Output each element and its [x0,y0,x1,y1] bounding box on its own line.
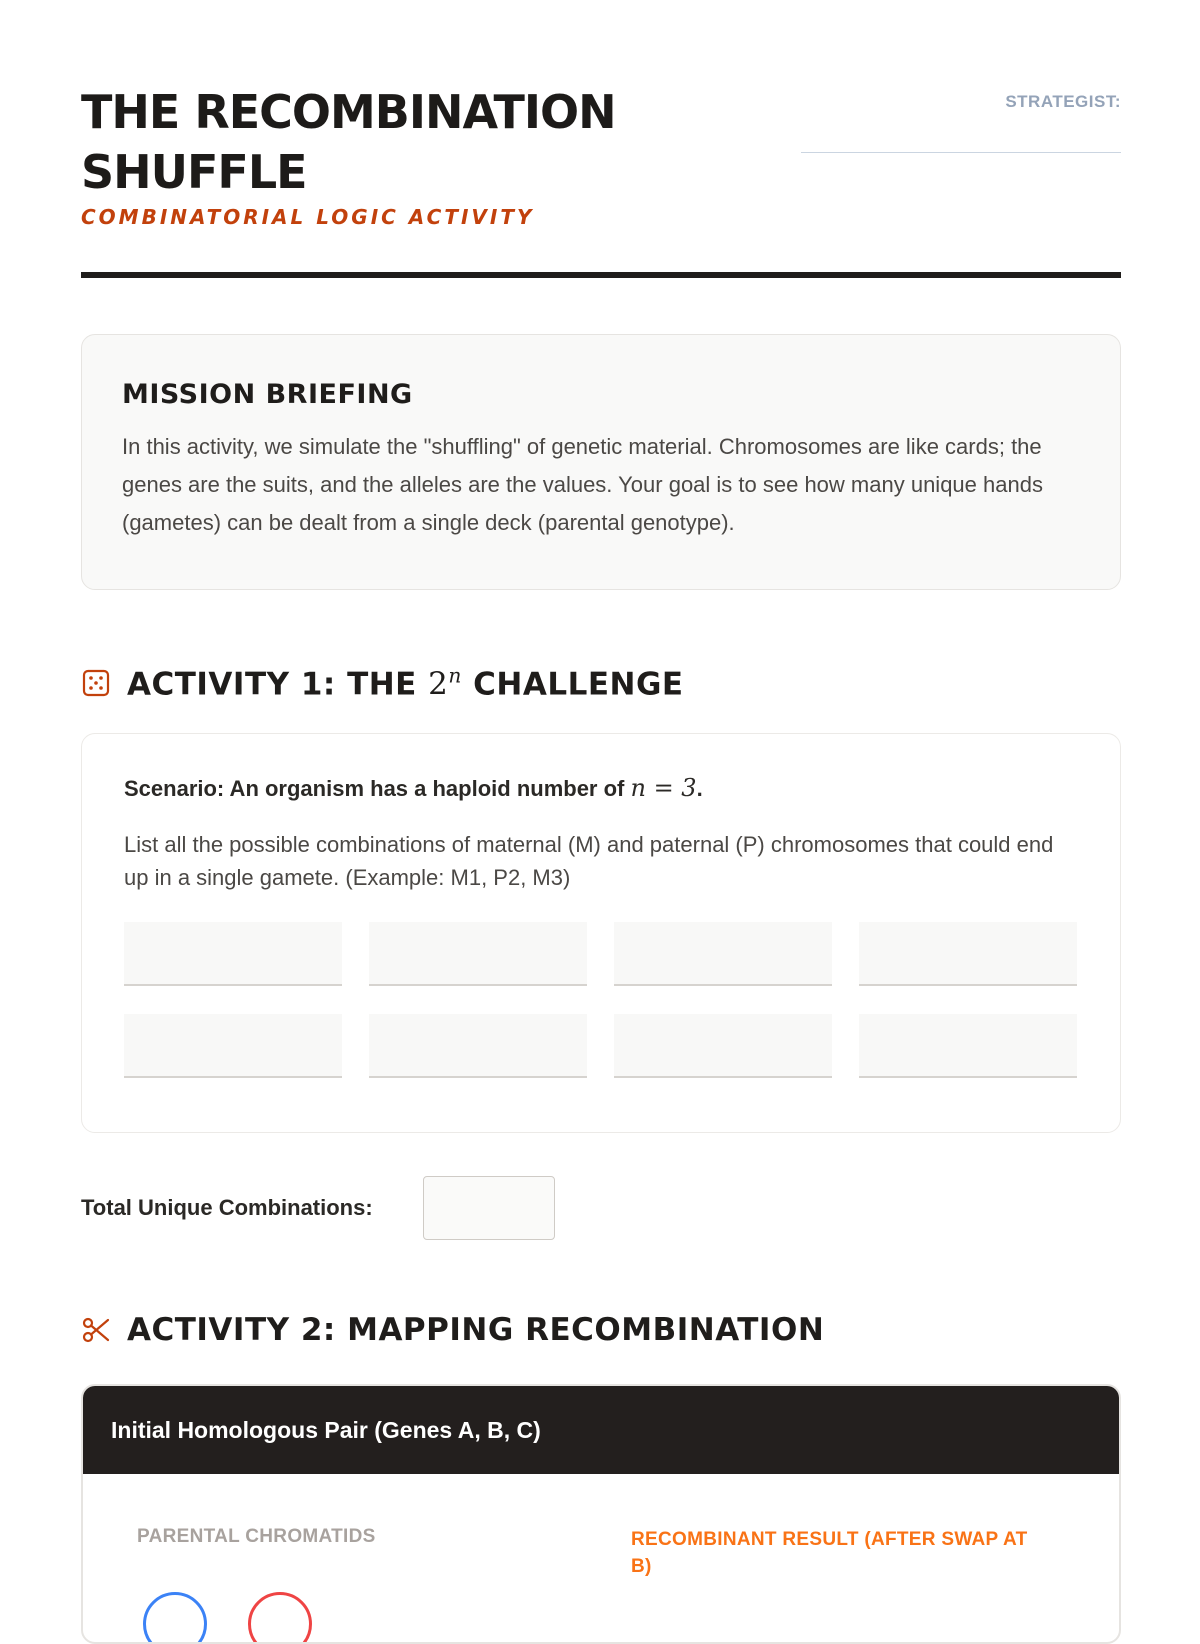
activity1-title-suffix: CHALLENGE [461,666,684,703]
strategist-name-field[interactable] [801,152,1121,153]
scissors-icon [81,1315,111,1345]
page-subtitle: COMBINATORIAL LOGIC ACTIVITY [81,205,535,229]
parental-chromatids-label: PARENTAL CHROMATIDS [137,1526,376,1547]
combination-answer-field[interactable] [124,1014,342,1078]
activity1-title-prefix: ACTIVITY 1: THE [127,666,429,703]
header-divider [81,272,1121,278]
combination-answer-field[interactable] [859,1014,1077,1078]
combination-answer-field[interactable] [369,1014,587,1078]
combination-answer-grid [124,922,1078,1078]
math-base: 2 [428,666,449,703]
recombinant-result-label: RECOMBINANT RESULT (AFTER SWAP AT B) [631,1529,1028,1577]
total-combinations-label: Total Unique Combinations: [81,1195,373,1220]
activity1-heading [81,664,684,702]
combination-answer-field[interactable] [124,922,342,986]
total-combinations-field[interactable] [423,1176,555,1240]
combination-answer-field[interactable] [614,922,832,986]
briefing-heading: MISSION BRIEFING [122,379,413,410]
combination-answer-field[interactable] [614,1014,832,1078]
activity1-title [127,664,684,702]
scenario-end: . [696,776,703,801]
scenario-math: n = 3 [630,774,697,802]
activity1-instructions: List all the possible combinations of maternal (M) and paternal (P) chromosomes that could end up in a single gamete. (Example: M1, P2, M3) [124,832,1054,890]
activity1-card [81,733,1121,1133]
briefing-body: In this activity, we simulate the "shuffling" of genetic material. Chromosomes are like cards; the genes are the suits, and the alleles are the values. Your goal is to see how many unique hands (gametes) can be dealt from a single deck (parental genotype). [122,434,1043,535]
combination-answer-field[interactable] [859,922,1077,986]
strategist-label: STRATEGIST: [1005,92,1121,111]
scenario-label: Scenario: An organism has a haploid number of [124,776,631,801]
activity2-heading [81,1312,824,1348]
activity2-card [81,1384,1121,1644]
activity1-title-math [428,666,462,702]
mission-briefing [81,334,1121,590]
scenario-text [124,774,1078,802]
page-title: THE RECOMBINATION SHUFFLE [81,85,616,199]
dice-icon [81,668,111,698]
activity2-card-title: Initial Homologous Pair (Genes A, B, C) [83,1386,1119,1474]
combination-answer-field[interactable] [369,922,587,986]
activity2-title: ACTIVITY 2: MAPPING RECOMBINATION [127,1312,825,1348]
math-exponent: n [448,664,462,688]
